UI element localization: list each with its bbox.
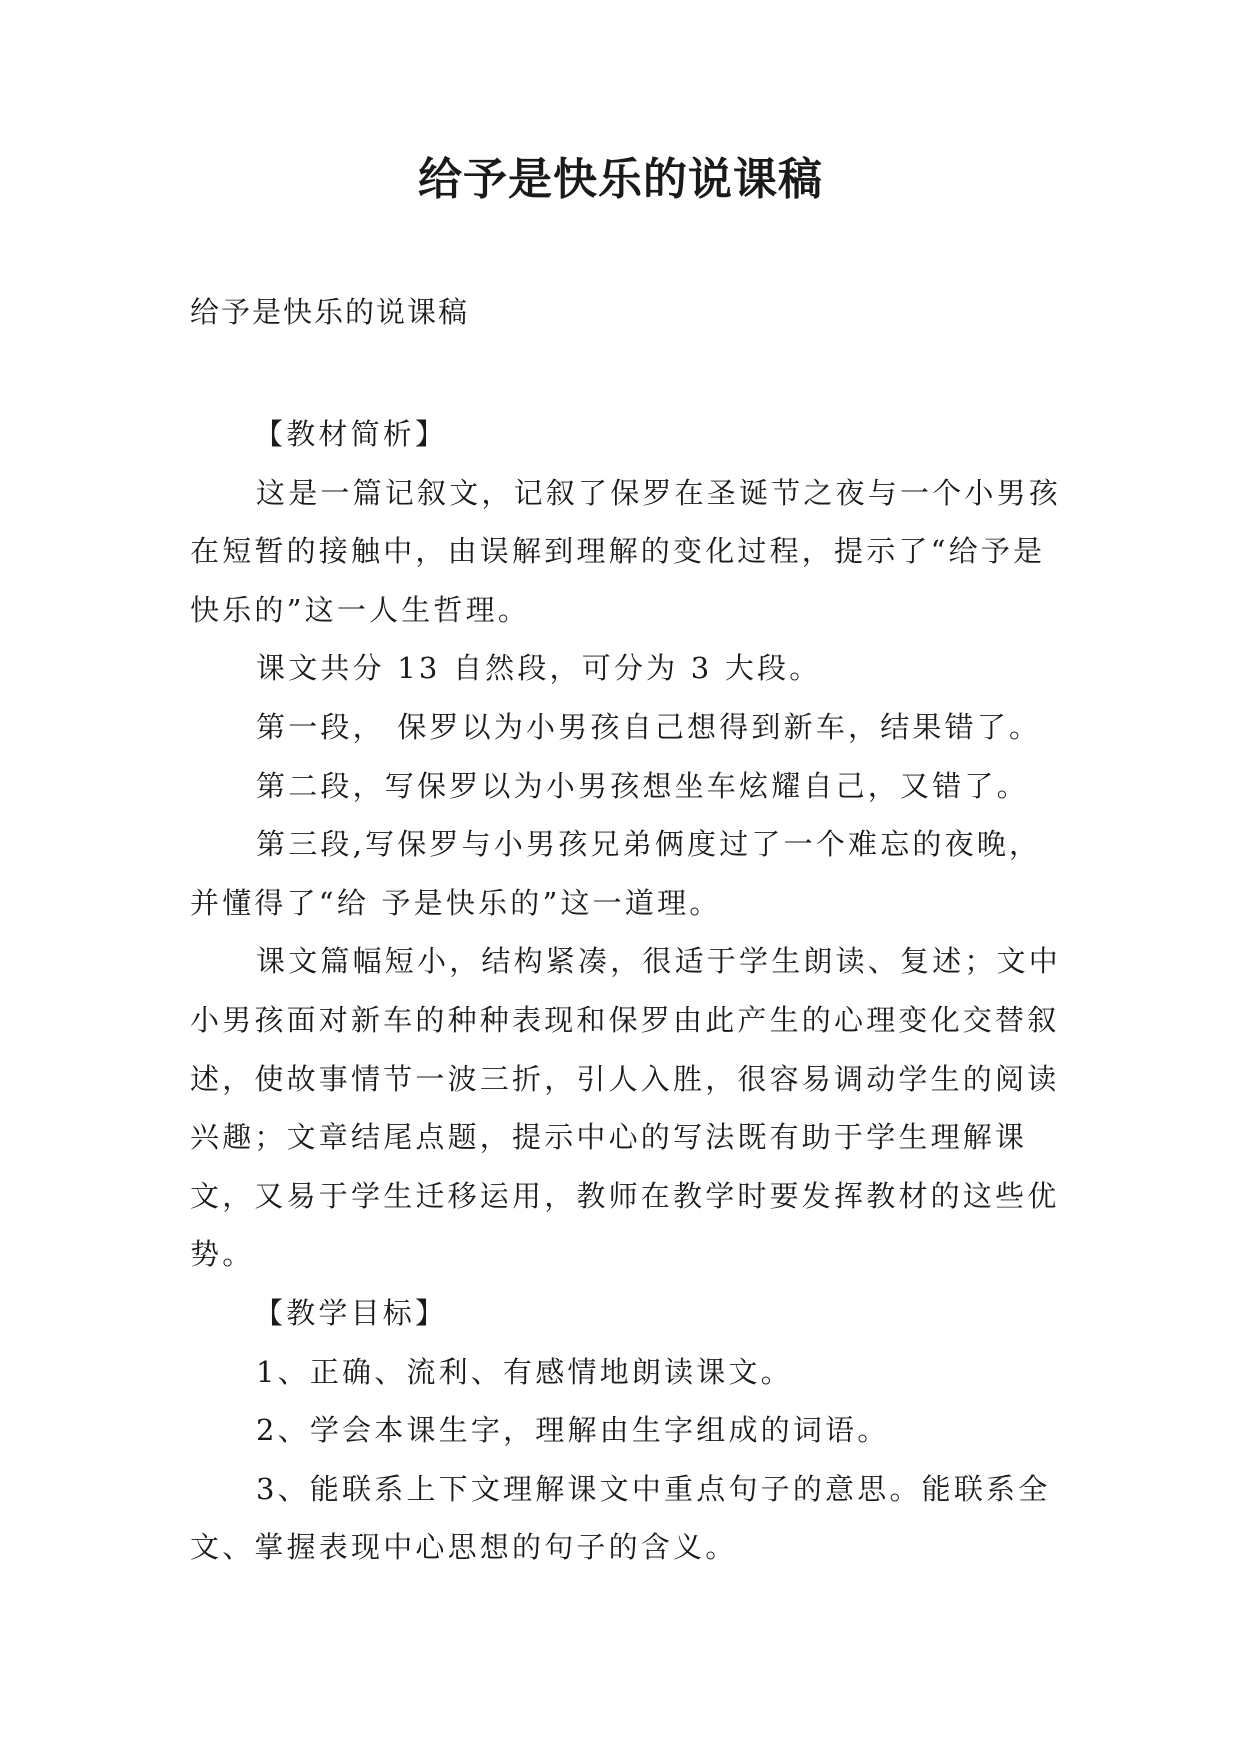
paragraph: 1、正确、流利、有感情地朗读课文。 — [256, 1354, 793, 1389]
document-title: 给予是快乐的说课稿 — [418, 154, 823, 205]
section-heading: 【教学目标】 — [254, 1295, 448, 1330]
paragraph: 这是一篇记叙文，记叙了保罗在圣诞节之夜与一个小男孩在短暂的接触中，由误解到理解的变化过程，提示了“给予是快乐的”这一人生哲理。 — [190, 475, 1062, 627]
paragraph: 课文篇幅短小，结构紧凑，很适于学生朗读、复述；文中小男孩面对新车的种种表现和保罗由此产生的心理变化交替叙述，使故事情节一波三折，引人入胜，很容易调动学生的阅读兴趣；文章结尾点题，提示中心的写法既有助于学生理解课文，又易于学生迁移运用，教师在教学时要发挥教材的这些优势。 — [190, 944, 1062, 1272]
document-body — [190, 405, 1070, 1577]
section-heading: 【教材简析】 — [254, 417, 448, 451]
document-subtitle: 给予是快乐的说课稿 — [190, 295, 470, 329]
paragraph: 第一段， 保罗以为小男孩自己想得到新车，结果错了。 — [256, 709, 1042, 744]
paragraph: 3、能联系上下文理解课文中重点句子的意思。能联系全文、掌握表现中心思想的句子的含义。 — [190, 1471, 1051, 1565]
paragraph: 课文共分 13 自然段，可分为 3 大段。 — [256, 651, 822, 686]
paragraph: 第三段,写保罗与小男孩兄弟俩度过了一个难忘的夜晚，并懂得了“给 予是快乐的”这一道理。 — [190, 827, 1042, 920]
paragraph: 2、学会本课生字，理解由生字组成的词语。 — [256, 1413, 890, 1448]
paragraph: 第二段，写保罗以为小男孩想坐车炫耀自己，又错了。 — [256, 768, 1029, 803]
